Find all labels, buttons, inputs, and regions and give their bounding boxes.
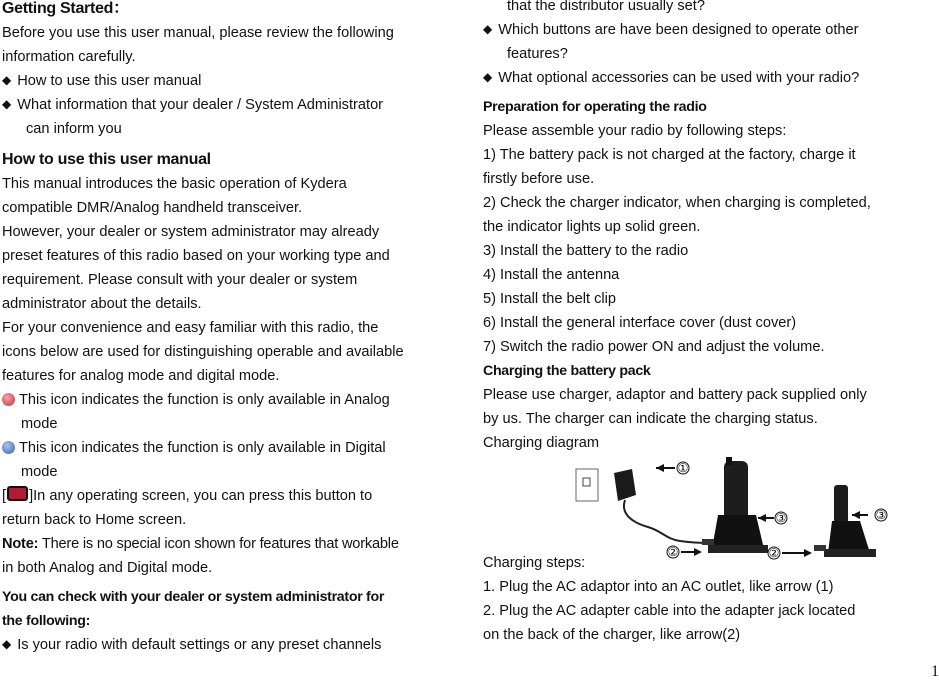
arrow-2b-head [804, 549, 812, 557]
charging-line-3: Charging diagram [483, 435, 600, 451]
charging-diagram [570, 455, 900, 565]
bullet-dealer-info-cont: can inform you [26, 121, 122, 137]
adaptor-cable [624, 500, 710, 543]
prep-line-6: 3) Install the battery to the radio [483, 243, 689, 259]
prep-line-1: Please assemble your radio by following steps: [483, 123, 787, 139]
how-to-line-1: This manual introduces the basic operation of Kydera [2, 176, 347, 192]
note-line-cont: in both Analog and Digital mode. [2, 560, 213, 576]
prep-line-10: 7) Switch the radio power ON and adjust the volume. [483, 339, 825, 355]
charger-2-base [828, 521, 870, 553]
how-to-line-6: administrator about the details. [2, 296, 202, 312]
wall-outlet [576, 469, 598, 501]
prep-line-7: 4) Install the antenna [483, 267, 620, 283]
arrow-3a-head [758, 514, 766, 522]
note-line: Note: There is no special icon shown for features that workable [2, 536, 399, 552]
steps-line-1: Charging steps: [483, 555, 586, 571]
home-button-line-cont: return back to Home screen. [2, 512, 187, 528]
charger-1-jack [702, 539, 714, 545]
charger-1-base [712, 515, 764, 549]
prep-line-2: 1) The battery pack is not charged at the factory, charge it [483, 147, 856, 163]
bullet-dealer-info: ◆ What information that your dealer / System Administrator [2, 93, 442, 117]
how-to-use-heading: How to use this user manual [2, 151, 211, 168]
prep-line-3: firstly before use. [483, 171, 595, 187]
label-3a: ③ [775, 511, 787, 525]
preparation-heading: Preparation for operating the radio [483, 99, 707, 115]
how-to-line-9: features for analog mode and digital mode. [2, 368, 280, 384]
home-button-line: [ ]In any operating screen, you can press this button to [2, 488, 373, 504]
intro-line-1: Before you use this user manual, please review the following [2, 25, 394, 41]
left-column [2, 0, 442, 657]
how-to-line-2: compatible DMR/Analog handheld transceiver. [2, 200, 303, 216]
how-to-line-7: For your convenience and easy familiar with this radio, the [2, 320, 379, 336]
how-to-line-3: However, your dealer or system administrator may already [2, 224, 380, 240]
prep-line-9: 6) Install the general interface cover (dust cover) [483, 315, 797, 331]
steps-line-2: 1. Plug the AC adaptor into an AC outlet, like arrow (1) [483, 579, 834, 595]
bullet-accessories: ◆ What optional accessories can be used with your radio? [483, 66, 923, 90]
arrow-1-head [656, 464, 664, 472]
prep-line-8: 5) Install the belt clip [483, 291, 617, 307]
how-to-line-4: preset features of this radio based on your working type and [2, 248, 390, 264]
bullet-buttons-cont: features? [507, 46, 568, 62]
label-1: ① [677, 461, 689, 475]
bullet-buttons: ◆ Which buttons are have been designed to operate other [483, 18, 923, 42]
getting-started-heading: Getting Started： [2, 0, 129, 17]
charging-line-1: Please use charger, adaptor and battery pack supplied only [483, 387, 867, 403]
steps-line-3: 2. Plug the AC adapter cable into the adapter jack located [483, 603, 856, 619]
digital-mode-icon [2, 441, 15, 454]
how-to-line-8: icons below are used for distinguishing operable and available [2, 344, 404, 360]
charging-heading: Charging the battery pack [483, 363, 651, 379]
radio-1 [724, 461, 748, 523]
steps-line-4: on the back of the charger, like arrow(2) [483, 627, 741, 643]
how-to-line-5: requirement. Please consult with your dealer or system [2, 272, 358, 288]
page-number: 1 [931, 663, 939, 680]
intro-line-2: information carefully. [2, 49, 136, 65]
prep-line-5: the indicator lights up solid green. [483, 219, 701, 235]
prep-line-4: 2) Check the charger indicator, when charging is completed, [483, 195, 871, 211]
charger-2-jack [814, 545, 826, 551]
note-label: Note: [2, 536, 39, 552]
battery-pack [834, 485, 848, 523]
home-button-icon [7, 486, 28, 501]
charging-diagram-svg [570, 455, 900, 565]
bullet-how-to-use: ◆ How to use this user manual [2, 69, 442, 93]
charging-line-2: by us. The charger can indicate the charging status. [483, 411, 818, 427]
analog-icon-line-cont: mode [21, 416, 58, 432]
label-2a: ② [667, 545, 679, 559]
analog-mode-icon [2, 393, 15, 406]
digital-icon-line-cont: mode [21, 464, 58, 480]
bullet-default-settings: ◆ Is your radio with default settings or any preset channels [2, 633, 442, 657]
arrow-2a-head [694, 548, 702, 556]
label-2b: ② [768, 546, 780, 560]
charger-1-foot [708, 545, 768, 553]
charger-2-foot [824, 549, 876, 557]
arrow-3b-head [852, 511, 860, 519]
radio-1-antenna [726, 457, 732, 465]
check-heading-line-2: the following: [2, 613, 90, 629]
label-3b: ③ [875, 508, 887, 522]
digital-icon-line: This icon indicates the function is only available in Digital [2, 436, 442, 460]
check-heading-line-1: You can check with your dealer or system administrator for [2, 589, 385, 605]
continued-line: that the distributor usually set? [507, 0, 705, 14]
ac-adaptor [614, 469, 636, 501]
analog-icon-line: This icon indicates the function is only available in Analog [2, 388, 442, 412]
